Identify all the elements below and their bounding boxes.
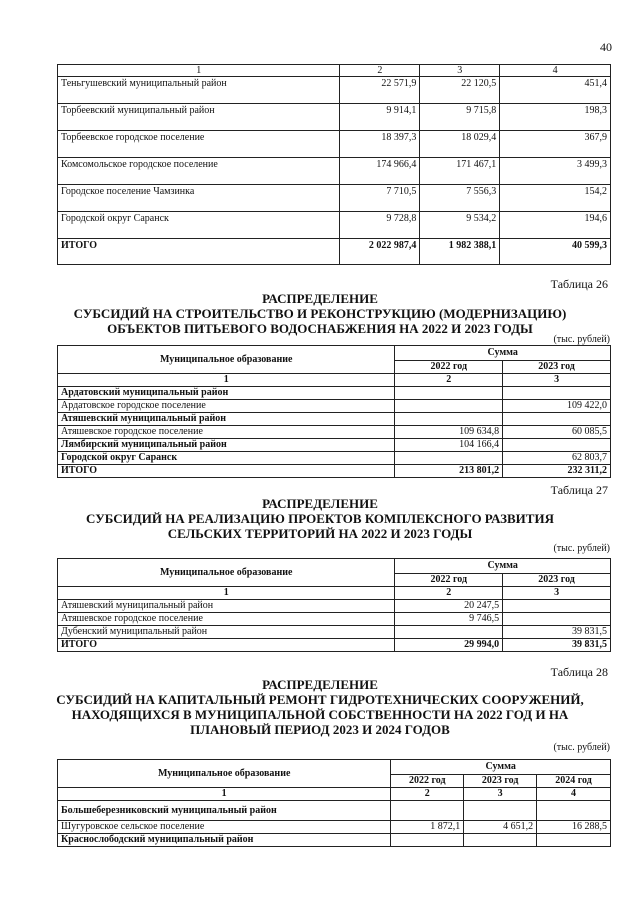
muni-name: Торбеевский муниципальный район (58, 104, 340, 131)
total-label: ИТОГО (58, 639, 395, 652)
total-value: 29 994,0 (395, 639, 503, 652)
value-cell (395, 387, 503, 400)
total-value: 232 311,2 (503, 465, 611, 478)
col-number: 1 (58, 65, 340, 77)
table-row (58, 212, 611, 239)
muni-name: Шугуровское сельское поселение (58, 821, 391, 834)
value-cell: 4 651,2 (464, 821, 537, 834)
value-cell (503, 613, 611, 626)
header-year: 2023 год (503, 361, 611, 374)
value-cell: 20 247,5 (395, 600, 503, 613)
value-cell: 39 831,5 (503, 626, 611, 639)
table-label: Таблица 26 (550, 277, 608, 291)
table-label: Таблица 27 (550, 483, 608, 497)
table-row (58, 821, 611, 834)
value-cell (537, 801, 611, 821)
col-number: 1 (58, 587, 395, 600)
value-cell (464, 801, 537, 821)
muni-name: Большеберезниковский муниципальный район (58, 801, 391, 821)
col-number: 2 (395, 587, 503, 600)
value-cell: 22 120,5 (420, 77, 500, 104)
table-continuation (57, 64, 611, 265)
table-27 (57, 558, 611, 652)
title-line: СУБСИДИЙ НА КАПИТАЛЬНЫЙ РЕМОНТ ГИДРОТЕХНИЧЕСКИХ СООРУЖЕНИЙ, (56, 692, 584, 707)
col-number: 3 (420, 65, 500, 77)
total-label: ИТОГО (58, 465, 395, 478)
title-line: ОБЪЕКТОВ ПИТЬЕВОГО ВОДОСНАБЖЕНИЯ НА 2022 И 2023 ГОДЫ (107, 321, 533, 336)
col-number: 1 (58, 374, 395, 387)
value-cell: 9 534,2 (420, 212, 500, 239)
title-line: СУБСИДИЙ НА СТРОИТЕЛЬСТВО И РЕКОНСТРУКЦИЮ (МОДЕРНИЗАЦИЮ) (73, 306, 567, 321)
units-note: (тыс. рублей) (553, 334, 610, 345)
muni-name: Ардатовский муниципальный район (58, 387, 395, 400)
table-row (58, 600, 611, 613)
value-cell: 16 288,5 (537, 821, 611, 834)
value-cell: 367,9 (500, 131, 611, 158)
value-cell: 3 499,3 (500, 158, 611, 185)
muni-name: Атяшевское городское поселение (58, 613, 395, 626)
value-cell: 198,3 (500, 104, 611, 131)
value-cell: 194,6 (500, 212, 611, 239)
value-cell: 154,2 (500, 185, 611, 212)
header-year: 2024 год (537, 775, 611, 788)
page-number: 40 (600, 40, 612, 54)
total-row (58, 465, 611, 478)
units-note: (тыс. рублей) (553, 543, 610, 554)
table-28 (57, 759, 611, 847)
muni-name: Городской округ Саранск (58, 212, 340, 239)
total-value: 2 022 987,4 (340, 239, 420, 265)
title-line: РАСПРЕДЕЛЕНИЕ (262, 677, 378, 692)
value-cell: 22 571,9 (340, 77, 420, 104)
header-sum: Сумма (391, 760, 611, 775)
header-year: 2023 год (464, 775, 537, 788)
table-row (58, 613, 611, 626)
table-row (58, 439, 611, 452)
value-cell: 7 710,5 (340, 185, 420, 212)
value-cell (503, 600, 611, 613)
col-number: 4 (500, 65, 611, 77)
value-cell (395, 413, 503, 426)
table-row (58, 626, 611, 639)
muni-name: Атяшевское городское поселение (58, 426, 395, 439)
col-number: 2 (395, 374, 503, 387)
muni-name: Торбеевское городское поселение (58, 131, 340, 158)
total-row (58, 639, 611, 652)
table-row (58, 834, 611, 847)
col-number: 3 (464, 788, 537, 801)
total-value: 213 801,2 (395, 465, 503, 478)
value-cell: 60 085,5 (503, 426, 611, 439)
value-cell: 109 634,8 (395, 426, 503, 439)
value-cell (464, 834, 537, 847)
value-cell: 9 715,8 (420, 104, 500, 131)
muni-name: Теньгушевский муниципальный район (58, 77, 340, 104)
value-cell: 7 556,3 (420, 185, 500, 212)
value-cell (503, 413, 611, 426)
title-line: НАХОДЯЩИХСЯ В МУНИЦИПАЛЬНОЙ СОБСТВЕННОСТИ НА 2022 ГОД И НА (71, 707, 569, 722)
table-row (58, 104, 611, 131)
col-number: 3 (503, 587, 611, 600)
total-value: 1 982 388,1 (420, 239, 500, 265)
value-cell (503, 387, 611, 400)
header-year: 2023 год (503, 574, 611, 587)
header-year: 2022 год (391, 775, 464, 788)
total-row (58, 239, 611, 265)
muni-name: Лямбирский муниципальный район (58, 439, 395, 452)
value-cell: 174 966,4 (340, 158, 420, 185)
header-municipality: Муниципальное образование (58, 346, 395, 374)
col-number: 1 (58, 788, 391, 801)
value-cell: 9 728,8 (340, 212, 420, 239)
table-row (58, 801, 611, 821)
title-line: РАСПРЕДЕЛЕНИЕ (262, 291, 378, 306)
table-row (58, 185, 611, 212)
header-year: 2022 год (395, 574, 503, 587)
muni-name: Атяшевский муниципальный район (58, 600, 395, 613)
value-cell: 451,4 (500, 77, 611, 104)
header-year: 2022 год (395, 361, 503, 374)
table-row (58, 400, 611, 413)
header-sum: Сумма (395, 346, 611, 361)
header-sum: Сумма (395, 559, 611, 574)
table-row (58, 158, 611, 185)
value-cell (395, 452, 503, 465)
table-title (0, 496, 640, 541)
table-row (58, 77, 611, 104)
col-number: 4 (537, 788, 611, 801)
table-row (58, 131, 611, 158)
value-cell: 18 029,4 (420, 131, 500, 158)
total-value: 40 599,3 (500, 239, 611, 265)
header-municipality: Муниципальное образование (58, 760, 391, 788)
title-line: СУБСИДИЙ НА РЕАЛИЗАЦИЮ ПРОЕКТОВ КОМПЛЕКСНОГО РАЗВИТИЯ (86, 511, 554, 526)
muni-name: Городское поселение Чамзинка (58, 185, 340, 212)
value-cell: 9 746,5 (395, 613, 503, 626)
value-cell: 18 397,3 (340, 131, 420, 158)
value-cell (391, 834, 464, 847)
value-cell: 62 803,7 (503, 452, 611, 465)
col-number: 2 (340, 65, 420, 77)
col-number: 2 (391, 788, 464, 801)
units-note: (тыс. рублей) (553, 742, 610, 753)
muni-name: Городской округ Саранск (58, 452, 395, 465)
value-cell (395, 400, 503, 413)
table-title (0, 291, 640, 336)
value-cell: 109 422,0 (503, 400, 611, 413)
table-row (58, 413, 611, 426)
total-label: ИТОГО (58, 239, 340, 265)
header-municipality: Муниципальное образование (58, 559, 395, 587)
muni-name: Комсомольское городское поселение (58, 158, 340, 185)
value-cell: 171 467,1 (420, 158, 500, 185)
value-cell: 1 872,1 (391, 821, 464, 834)
muni-name: Ардатовское городское поселение (58, 400, 395, 413)
col-number: 3 (503, 374, 611, 387)
value-cell (503, 439, 611, 452)
muni-name: Дубенский муниципальный район (58, 626, 395, 639)
table-26 (57, 345, 611, 478)
table-row (58, 426, 611, 439)
table-title (0, 677, 640, 737)
title-line: ПЛАНОВЫЙ ПЕРИОД 2023 И 2024 ГОДОВ (190, 722, 450, 737)
value-cell (391, 801, 464, 821)
total-value: 39 831,5 (503, 639, 611, 652)
title-line: РАСПРЕДЕЛЕНИЕ (262, 496, 378, 511)
value-cell: 104 166,4 (395, 439, 503, 452)
title-line: СЕЛЬСКИХ ТЕРРИТОРИЙ НА 2022 И 2023 ГОДЫ (167, 526, 473, 541)
table-row (58, 387, 611, 400)
value-cell (537, 834, 611, 847)
muni-name: Атяшевский муниципальный район (58, 413, 395, 426)
muni-name: Краснослободский муниципальный район (58, 834, 391, 847)
value-cell: 9 914,1 (340, 104, 420, 131)
value-cell (395, 626, 503, 639)
table-row (58, 452, 611, 465)
table-label: Таблица 28 (550, 665, 608, 679)
